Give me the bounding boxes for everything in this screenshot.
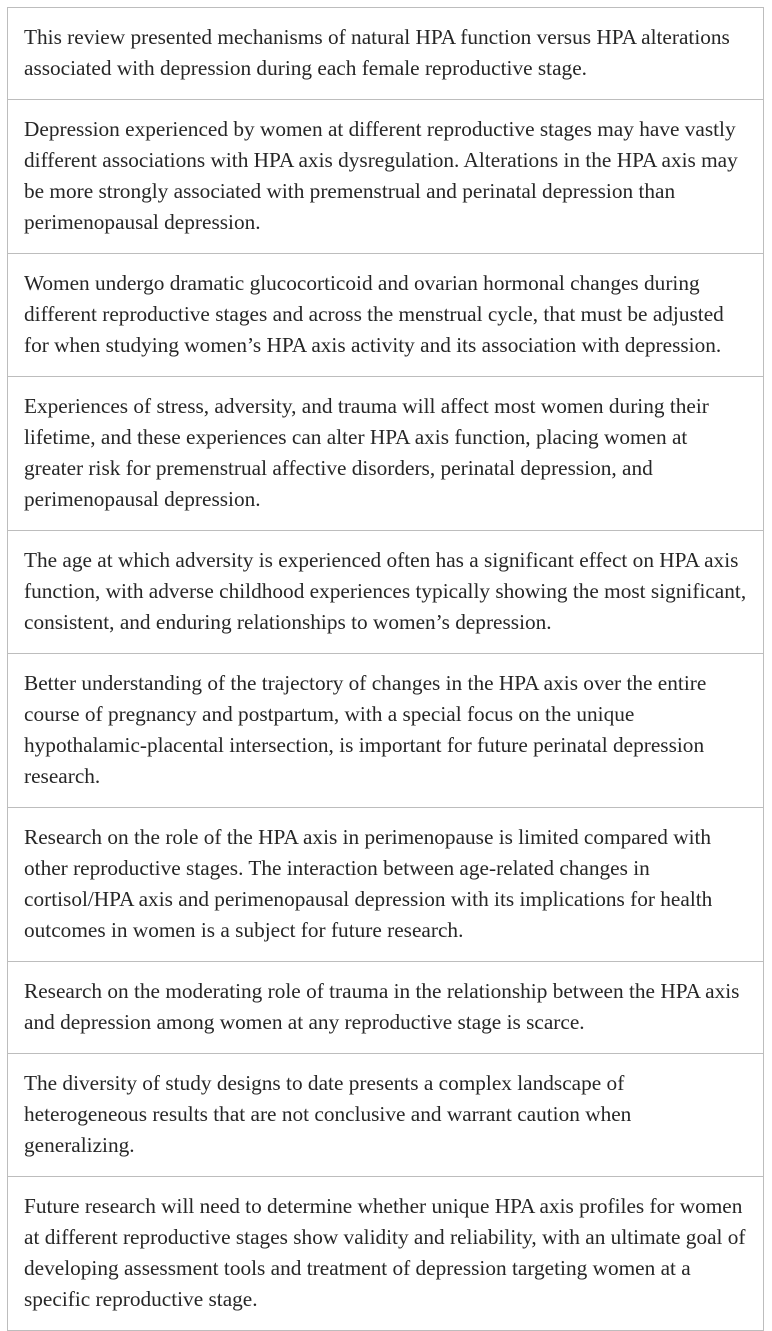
table-cell: This review presented mechanisms of natural HPA function versus HPA alterations associated with depression during each female reproductive stage. (8, 8, 764, 100)
table-row (8, 1054, 764, 1177)
table-row (8, 808, 764, 962)
table-cell: Future research will need to determine whether unique HPA axis profiles for women at different reproductive stages show validity and reliability, with an ultimate goal of developing assessment tools and treatment of depression targeting women at a specific reproductive stage. (8, 1177, 764, 1331)
table-row (8, 254, 764, 377)
table-row (8, 654, 764, 808)
table-row (8, 962, 764, 1054)
table-cell: The age at which adversity is experienced often has a significant effect on HPA axis function, with adverse childhood experiences typically showing the most significant, consistent, and enduring relationships to women’s depression. (8, 531, 764, 654)
table-cell: Women undergo dramatic glucocorticoid and ovarian hormonal changes during different reproductive stages and across the menstrual cycle, that must be adjusted for when studying women’s HPA axis activity and its association with depression. (8, 254, 764, 377)
key-points-table-container (7, 7, 764, 1331)
table-row (8, 100, 764, 254)
table-row (8, 531, 764, 654)
table-row (8, 1177, 764, 1331)
table-cell: Research on the moderating role of trauma in the relationship between the HPA axis and depression among women at any reproductive stage is scarce. (8, 962, 764, 1054)
table-cell: Depression experienced by women at different reproductive stages may have vastly different associations with HPA axis dysregulation. Alterations in the HPA axis may be more strongly associated with premenstrual and perinatal depression than perimenopausal depression. (8, 100, 764, 254)
table-row (8, 8, 764, 100)
table-cell: Research on the role of the HPA axis in perimenopause is limited compared with other reproductive stages. The interaction between age-related changes in cortisol/HPA axis and perimenopausal depression with its implications for health outcomes in women is a subject for future research. (8, 808, 764, 962)
table-cell: Better understanding of the trajectory of changes in the HPA axis over the entire course of pregnancy and postpartum, with a special focus on the unique hypothalamic-placental intersection, is important for future perinatal depression research. (8, 654, 764, 808)
table-row (8, 377, 764, 531)
key-points-table (7, 7, 764, 1331)
table-cell: Experiences of stress, adversity, and trauma will affect most women during their lifetime, and these experiences can alter HPA axis function, placing women at greater risk for premenstrual affective disorders, perinatal depression, and perimenopausal depression. (8, 377, 764, 531)
table-cell: The diversity of study designs to date presents a complex landscape of heterogeneous results that are not conclusive and warrant caution when generalizing. (8, 1054, 764, 1177)
